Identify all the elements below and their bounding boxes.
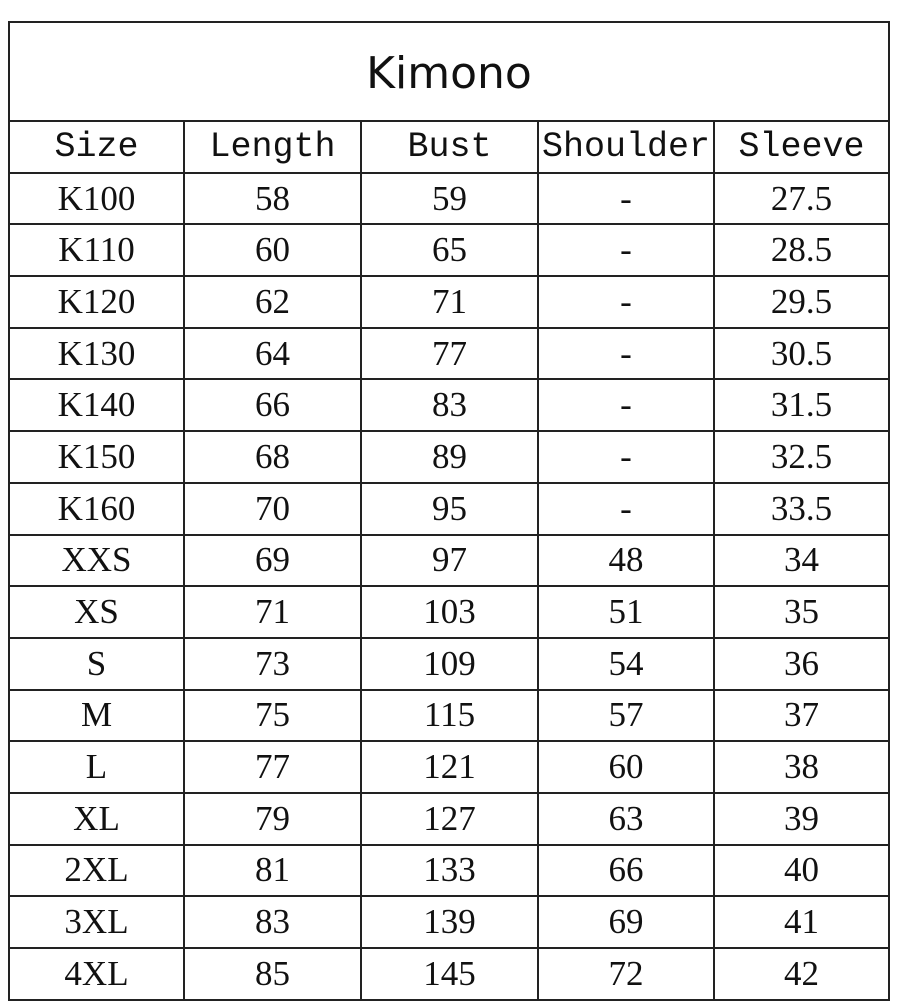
shoulder-cell: - bbox=[538, 276, 714, 328]
shoulder-cell: - bbox=[538, 173, 714, 225]
shoulder-cell: 51 bbox=[538, 586, 714, 638]
shoulder-cell: 57 bbox=[538, 690, 714, 742]
length-cell: 85 bbox=[184, 948, 361, 999]
table-body bbox=[10, 173, 888, 999]
size-cell: K110 bbox=[10, 224, 184, 276]
shoulder-cell: - bbox=[538, 379, 714, 431]
size-cell: L bbox=[10, 741, 184, 793]
bust-cell: 133 bbox=[361, 845, 538, 897]
header-shoulder: Shoulder bbox=[538, 122, 714, 173]
size-cell: M bbox=[10, 690, 184, 742]
shoulder-cell: 63 bbox=[538, 793, 714, 845]
bust-cell: 145 bbox=[361, 948, 538, 999]
header-size: Size bbox=[10, 122, 184, 173]
size-cell: 2XL bbox=[10, 845, 184, 897]
size-cell: K130 bbox=[10, 328, 184, 380]
table-row bbox=[10, 224, 888, 276]
shoulder-cell: - bbox=[538, 224, 714, 276]
table-row bbox=[10, 328, 888, 380]
shoulder-cell: 60 bbox=[538, 741, 714, 793]
bust-cell: 65 bbox=[361, 224, 538, 276]
table-row bbox=[10, 948, 888, 999]
sleeve-cell: 30.5 bbox=[714, 328, 888, 380]
sleeve-cell: 40 bbox=[714, 845, 888, 897]
table-row bbox=[10, 276, 888, 328]
bust-cell: 71 bbox=[361, 276, 538, 328]
bust-cell: 115 bbox=[361, 690, 538, 742]
sleeve-cell: 33.5 bbox=[714, 483, 888, 535]
shoulder-cell: 69 bbox=[538, 896, 714, 948]
sleeve-cell: 28.5 bbox=[714, 224, 888, 276]
size-cell: K150 bbox=[10, 431, 184, 483]
bust-cell: 97 bbox=[361, 535, 538, 587]
bust-cell: 121 bbox=[361, 741, 538, 793]
sleeve-cell: 38 bbox=[714, 741, 888, 793]
length-cell: 68 bbox=[184, 431, 361, 483]
sleeve-cell: 37 bbox=[714, 690, 888, 742]
sleeve-cell: 42 bbox=[784, 953, 819, 993]
size-cell: K120 bbox=[10, 276, 184, 328]
table-row bbox=[10, 431, 888, 483]
length-cell: 60 bbox=[184, 224, 361, 276]
table-row bbox=[10, 741, 888, 793]
length-cell: 69 bbox=[184, 535, 361, 587]
size-table bbox=[10, 122, 888, 999]
header-row bbox=[10, 122, 888, 173]
size-cell: XXS bbox=[10, 535, 184, 587]
sleeve-cell: 31.5 bbox=[714, 379, 888, 431]
sleeve-cell: 27.5 bbox=[714, 173, 888, 225]
size-cell: K140 bbox=[10, 379, 184, 431]
chart-title: Kimono bbox=[10, 23, 888, 122]
size-cell: XL bbox=[10, 793, 184, 845]
table-row bbox=[10, 845, 888, 897]
size-chart bbox=[8, 21, 890, 1001]
table-row bbox=[10, 379, 888, 431]
header-length: Length bbox=[184, 122, 361, 173]
length-cell: 64 bbox=[184, 328, 361, 380]
table-row bbox=[10, 896, 888, 948]
bust-cell: 109 bbox=[361, 638, 538, 690]
table-row bbox=[10, 638, 888, 690]
length-cell: 83 bbox=[184, 896, 361, 948]
bust-cell: 77 bbox=[361, 328, 538, 380]
length-cell: 62 bbox=[184, 276, 361, 328]
table-row bbox=[10, 535, 888, 587]
size-cell: 3XL bbox=[10, 896, 184, 948]
bust-cell: 139 bbox=[361, 896, 538, 948]
table-row bbox=[10, 173, 888, 225]
length-cell: 70 bbox=[184, 483, 361, 535]
table-row bbox=[10, 690, 888, 742]
size-cell: K160 bbox=[10, 483, 184, 535]
header-sleeve: Sleeve bbox=[714, 122, 888, 173]
length-cell: 73 bbox=[184, 638, 361, 690]
size-cell: K100 bbox=[10, 173, 184, 225]
bust-cell: 89 bbox=[361, 431, 538, 483]
table-row bbox=[10, 483, 888, 535]
bust-cell: 103 bbox=[361, 586, 538, 638]
shoulder-cell: 72 bbox=[538, 948, 714, 999]
size-cell: XS bbox=[10, 586, 184, 638]
length-cell: 81 bbox=[184, 845, 361, 897]
table-row bbox=[10, 586, 888, 638]
length-cell: 75 bbox=[184, 690, 361, 742]
table-row bbox=[10, 793, 888, 845]
length-cell: 71 bbox=[184, 586, 361, 638]
size-cell: 4XL bbox=[10, 948, 184, 999]
header-bust: Bust bbox=[361, 122, 538, 173]
bust-cell: 59 bbox=[361, 173, 538, 225]
sleeve-cell: 34 bbox=[714, 535, 888, 587]
size-cell: S bbox=[10, 638, 184, 690]
bust-cell: 95 bbox=[361, 483, 538, 535]
length-cell: 77 bbox=[184, 741, 361, 793]
shoulder-cell: 48 bbox=[538, 535, 714, 587]
shoulder-cell: - bbox=[538, 431, 714, 483]
sleeve-cell: 29.5 bbox=[714, 276, 888, 328]
sleeve-cell: 39 bbox=[714, 793, 888, 845]
sleeve-cell: 36 bbox=[714, 638, 888, 690]
length-cell: 58 bbox=[184, 173, 361, 225]
sleeve-cell: 32.5 bbox=[714, 431, 888, 483]
sleeve-cell: 35 bbox=[714, 586, 888, 638]
shoulder-cell: - bbox=[538, 483, 714, 535]
sleeve-cell: 41 bbox=[714, 896, 888, 948]
bust-cell: 83 bbox=[361, 379, 538, 431]
bust-cell: 127 bbox=[361, 793, 538, 845]
shoulder-cell: 66 bbox=[538, 845, 714, 897]
length-cell: 79 bbox=[184, 793, 361, 845]
length-cell: 66 bbox=[184, 379, 361, 431]
shoulder-cell: - bbox=[538, 328, 714, 380]
shoulder-cell: 54 bbox=[538, 638, 714, 690]
